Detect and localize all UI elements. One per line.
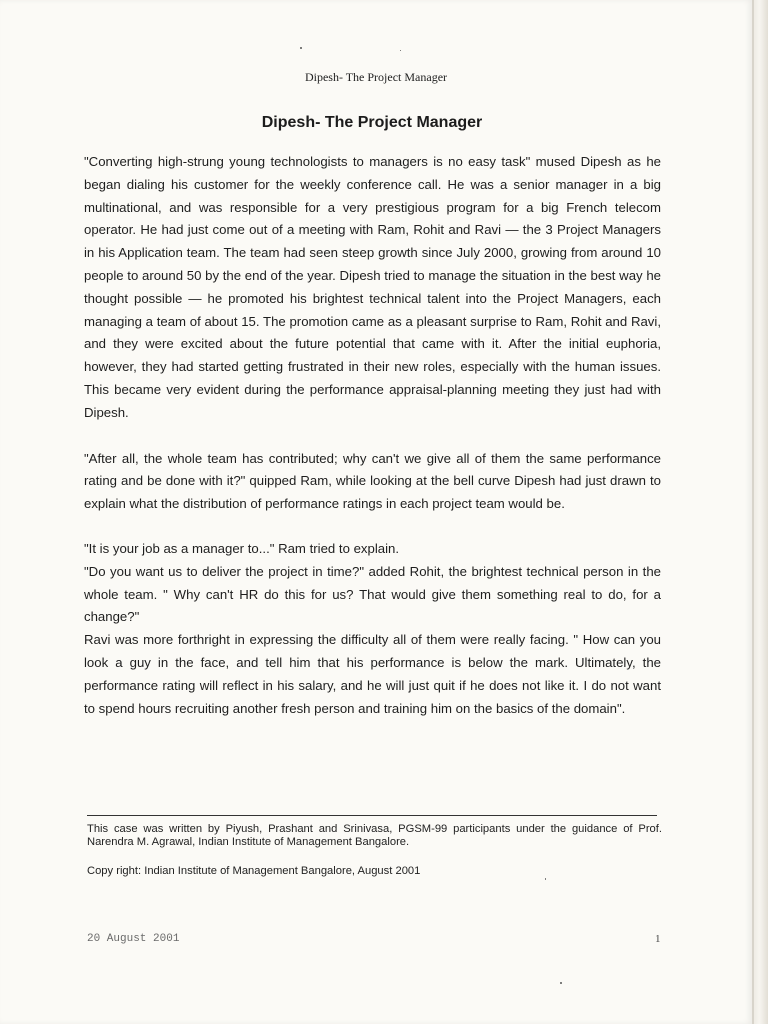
running-header: Dipesh- The Project Manager (304, 70, 448, 84)
paragraph-intro: "Converting high-strung young technologists to managers is no easy task" mused Dipesh as he began dialing his customer for the weekly conference call. He was a senior manager in a big multinational, and was responsible for a very prestigious program for a big French telecom operator. He had just come out of a meeting with Ram, Rohit and Ravi — the 3 Project Managers in his Application team. The team had seen steep growth since July 2000, growing from around 10 people to around 50 by the end of the year. Dipesh tried to manage the situation in the best way he thought possible — he promoted his brightest technical talent into the Project Managers, each managing a team of about 15. The promotion came as a pleasant surprise to Ram, Rohit and Ravi, and they were excited about the future potential that came with it. After the initial euphoria, however, they had started getting frustrated in their new roles, especially with the human issues. This became very evident during the performance appraisal-planning meeting they just had with Dipesh. (84, 154, 661, 420)
paragraph-ram-explain: "It is your job as a manager to..." Ram tried to explain. (84, 540, 400, 556)
paragraph-rohit-quote: "Do you want us to deliver the project in time?" added Rohit, the brightest technical person in the whole team. " Why can't HR do this for us? That would give them something real to do, for a change?" (84, 563, 661, 625)
footer-date: 20 August 2001 (87, 933, 180, 945)
document-title: Dipesh- The Project Manager (261, 114, 483, 131)
footnote-divider (87, 815, 657, 816)
authorship-footnote: This case was written by Piyush, Prashant and Srinivasa, PGSM-99 participants under the guidance of Prof. Narendra M. Agrawal, Indian Institute of Management Bangalore. (87, 823, 662, 848)
paper-speck (560, 982, 562, 984)
paper-speck (545, 878, 546, 880)
paper-speck (300, 47, 302, 49)
copyright-notice: Copy right: Indian Institute of Management Bangalore, August 2001 (87, 865, 421, 877)
page-edge (754, 0, 768, 1024)
paragraph-ravi-quote: Ravi was more forthright in expressing the difficulty all of them were really facing. " How can you look a guy in the face, and tell him that his performance is below the mark. Ultimately, the performance rating will reflect in his salary, and he will just quit if he does not like it. I do not want to spend hours recruiting another fresh person and training him on the basics of the domain". (84, 632, 661, 716)
paper-speck (400, 50, 401, 51)
page-number: 1 (655, 933, 661, 945)
paragraph-ram-quote: "After all, the whole team has contributed; why can't we give all of them the same performance rating and be done with it?" quipped Ram, while looking at the bell curve Dipesh had just drawn to explain what the distribution of performance ratings in each project team would be. (84, 450, 661, 512)
case-body (84, 151, 661, 720)
